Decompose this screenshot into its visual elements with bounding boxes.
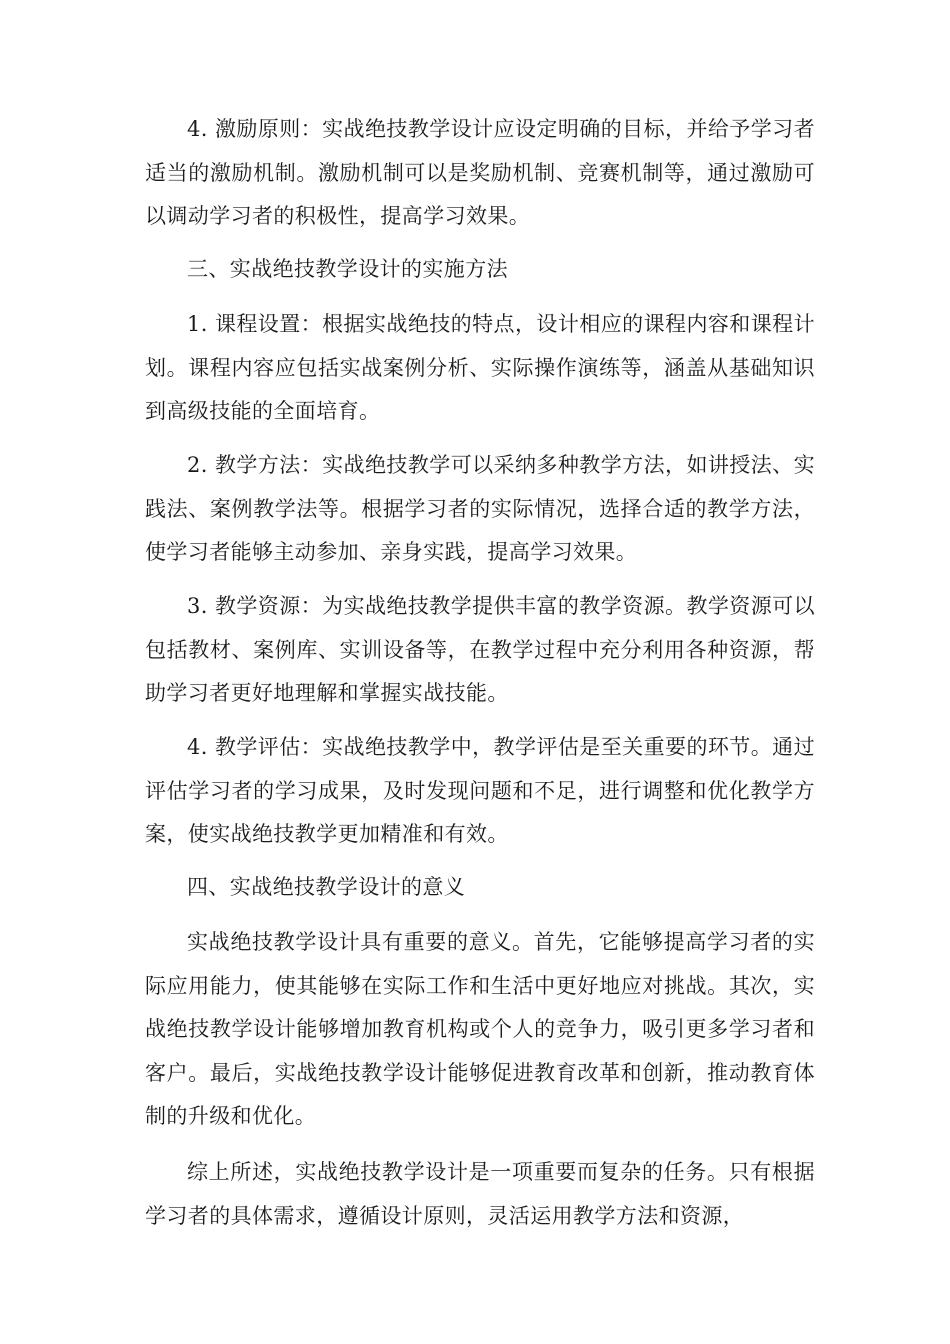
- paragraph-teaching-methods: 2. 教学方法：实战绝技教学可以采纳多种教学方法，如讲授法、实践法、案例教学法等。根据学习者的实际情况，选择合适的教学方法，使学习者能够主动参加、亲身实践，提高学习效果。: [145, 453, 815, 564]
- paragraph-conclusion: 综上所述，实战绝技教学设计是一项重要而复杂的任务。只有根据学习者的具体需求，遵循设计原则，灵活运用教学方法和资源，: [145, 1160, 815, 1228]
- paragraph-course-setting: 1. 课程设置：根据实战绝技的特点，设计相应的课程内容和课程计划。课程内容应包括实战案例分析、实际操作演练等，涵盖从基础知识到高级技能的全面培育。: [145, 312, 815, 423]
- paragraph-teaching-resources: 3. 教学资源：为实战绝技教学提供丰富的教学资源。教学资源可以包括教材、案例库、实训设备等，在教学过程中充分利用各种资源，帮助学习者更好地理解和掌握实战技能。: [145, 594, 815, 705]
- paragraph-teaching-evaluation: 4. 教学评估：实战绝技教学中，教学评估是至关重要的环节。通过评估学习者的学习成果，及时发现问题和不足，进行调整和优化教学方案，使实战绝技教学更加精准和有效。: [145, 735, 815, 846]
- section-heading-significance: 四、实战绝技教学设计的意义: [187, 875, 466, 899]
- paragraph-significance-body: 实战绝技教学设计具有重要的意义。首先，它能够提高学习者的实际应用能力，使其能够在实际工作和生活中更好地应对挑战。其次，实战绝技教学设计能够增加教育机构或个人的竞争力，吸引更多学习者和客户。最后，实战绝技教学设计能够促进教育改革和创新，推动教育体制的升级和优化。: [145, 930, 815, 1128]
- paragraph-incentive-principle: 4. 激励原则：实战绝技教学设计应设定明确的目标，并给予学习者适当的激励机制。激励机制可以是奖励机制、竞赛机制等，通过激励可以调动学习者的积极性，提高学习效果。: [145, 117, 815, 228]
- section-heading-implementation: 三、实战绝技教学设计的实施方法: [187, 257, 508, 281]
